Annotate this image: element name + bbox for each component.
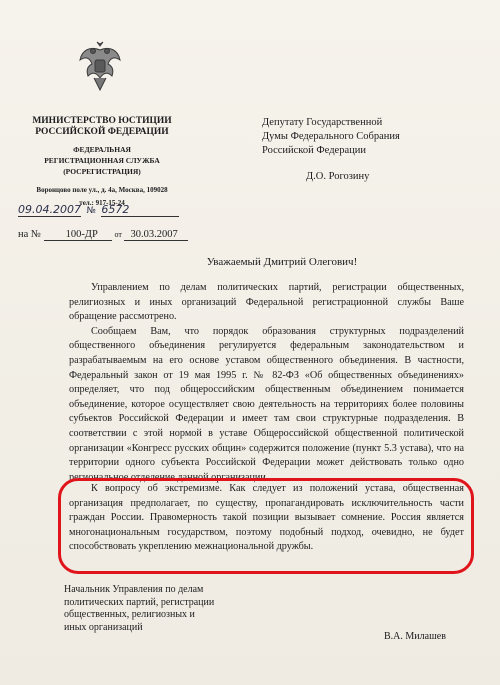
reference-from: от <box>114 230 122 239</box>
ministry-line-1: МИНИСТЕРСТВО ЮСТИЦИИ <box>32 116 172 126</box>
service-line-3: (РОСРЕГИСТРАЦИЯ) <box>63 167 141 176</box>
outgoing-date-number <box>18 203 179 217</box>
signatory-name: В.А. Милашев <box>384 631 446 642</box>
position-line-4: иных организаций <box>64 621 143 633</box>
position-line-2: политических партий, регистрации <box>64 596 215 608</box>
paragraph-1: Управлением по делам политических партий, регистрации общественных, религиозных и иных организаций Федеральной регистрационной службы Ваше обращение рассмотрено. <box>69 282 464 323</box>
address-line-2: тел.: 917-15-24 <box>79 199 125 207</box>
reference-prefix: на № <box>18 229 41 240</box>
double-headed-eagle-emblem-icon <box>78 40 122 94</box>
signatory-position <box>64 584 244 634</box>
letter-body <box>69 281 464 485</box>
recipient-line-3: Российской Федерации <box>262 145 366 156</box>
highlighted-section <box>69 482 464 555</box>
paragraph-extremism: К вопросу об экстремизме. Как следует из положений устава, общественная организация предполагает, по существу, пропагандировать исключительность части граждан России. Правомерность такой позиции вызывает сомнение. Россия является многонациональным государством, поэтому подобный подход, очевидно, не будет способствовать укреплению межнациональной дружбы. <box>69 483 464 553</box>
recipient-line-2: Думы Федерального Собрания <box>262 131 400 142</box>
position-line-1: Начальник Управления по делам <box>64 584 204 595</box>
outgoing-date: 09.04.2007 <box>18 203 81 216</box>
outgoing-number-prefix: № <box>86 206 96 216</box>
reference-number: 100-ДР <box>44 229 112 241</box>
ministry-line-2: РОССИЙСКОЙ ФЕДЕРАЦИИ <box>35 127 169 137</box>
position-line-3: общественных, религиозных и <box>64 609 195 620</box>
service-line-1: ФЕДЕРАЛЬНАЯ <box>73 145 131 154</box>
reference-date: 30.03.2007 <box>124 229 187 241</box>
paragraph-2: Сообщаем Вам, что порядок образования структурных подразделений общественного объединения регулируется федеральным законодательством и разрабатываемым на его основе уставом общественного объединения. В частности, Федеральный закон от 19 мая 1995 г. № 82-ФЗ «Об общественных объединениях» определяет, что под общероссийским общественным объединением понимается объединение, которое осуществляет свою деятельность на территориях более половины субъектов Российской Федерации и имеет там свои структурные подразделения. В соответствии с этой нормой в уставе Общероссийской общественной политической организации «Конгресс русских общин» содержится положение (пункт 5.3 устава), что на территории одного субъекта Российской Федерации может действовать только одно региональное отделение данной организации. <box>69 325 464 483</box>
recipient-line-1: Депутату Государственной <box>262 117 383 128</box>
recipient-name: Д.О. Рогозину <box>306 171 370 182</box>
outgoing-number: 6572 <box>101 203 179 217</box>
sender-organization-block <box>22 116 182 209</box>
address-line-1: Воронцово поле ул., д. 4а, Москва, 109028 <box>36 186 168 194</box>
service-line-2: РЕГИСТРАЦИОННАЯ СЛУЖБА <box>44 156 160 165</box>
salutation: Уважаемый Дмитрий Олегович! <box>206 256 358 268</box>
recipient-block <box>262 116 462 184</box>
reference-line <box>18 229 188 241</box>
